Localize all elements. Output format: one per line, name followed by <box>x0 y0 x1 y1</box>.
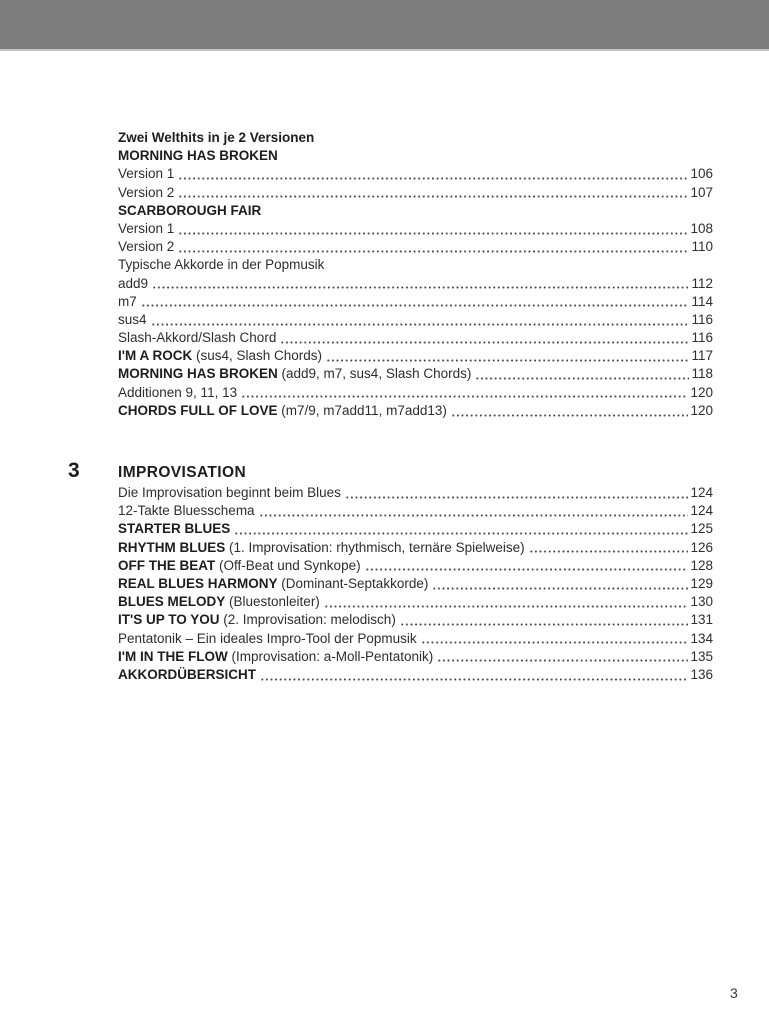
entry-title: Slash-Akkord/Slash Chord <box>118 330 277 346</box>
dotted-leader <box>324 605 689 608</box>
dotted-leader <box>421 641 689 644</box>
entry-detail: (2. Improvisation: melodisch) <box>219 612 396 628</box>
toc-section <box>118 129 713 420</box>
entry-page: 110 <box>691 239 713 255</box>
toc-entry <box>118 484 713 502</box>
dotted-leader <box>365 568 689 571</box>
entry-page: 120 <box>690 384 713 400</box>
entry-title: Pentatonik – Ein ideales Impro-Tool der Popmusik <box>118 630 417 646</box>
dotted-leader <box>432 587 688 590</box>
entry-detail: (Off-Beat und Synkope) <box>215 557 361 573</box>
chapter-heading <box>68 459 713 484</box>
entry-detail: (sus4, Slash Chords) <box>192 348 323 364</box>
entry-title: Die Improvisation beginnt beim Blues <box>118 485 341 500</box>
toc-entry <box>118 129 713 147</box>
toc-entry <box>118 539 713 557</box>
entry-title: CHORDS FULL OF LOVE <box>118 402 278 418</box>
entry-page: 134 <box>690 630 713 646</box>
toc-entry <box>118 293 713 311</box>
entry-title: Version 1 <box>118 220 175 236</box>
entry-title: Version 2 <box>118 239 175 255</box>
toc-entry <box>118 238 713 256</box>
entry-detail: (m7/9, m7add11, m7add13) <box>277 402 447 418</box>
header-bar <box>0 0 769 51</box>
dotted-leader <box>326 359 689 362</box>
entry-page: 124 <box>690 503 713 519</box>
entry-title: Version 2 <box>118 184 175 200</box>
entry-page: 116 <box>691 330 713 346</box>
entry-title: MORNING HAS BROKEN <box>118 366 278 382</box>
entry-detail: (Bluestonleiter) <box>225 594 320 610</box>
toc-entry <box>118 648 713 666</box>
entry-page: 130 <box>690 594 713 610</box>
entry-page: 125 <box>690 521 713 537</box>
toc-entry <box>118 384 713 402</box>
entry-page: 108 <box>690 220 713 236</box>
entry-page: 120 <box>690 402 713 418</box>
entry-title: SCARBOROUGH FAIR <box>118 202 262 218</box>
dotted-leader <box>178 250 689 253</box>
dotted-leader <box>529 550 689 553</box>
toc-entry <box>118 275 713 293</box>
toc-entry <box>118 575 713 593</box>
entry-title: STARTER BLUES <box>118 521 231 537</box>
toc-entry <box>118 311 713 329</box>
dotted-leader <box>437 659 688 662</box>
toc-entry <box>118 147 713 165</box>
entry-page: 112 <box>691 275 713 291</box>
dotted-leader <box>178 232 688 235</box>
dotted-leader <box>260 678 688 681</box>
entry-title: OFF THE BEAT <box>118 557 216 573</box>
entry-detail: (Improvisation: a-Moll-Pentatonik) <box>227 648 434 664</box>
entry-page: 136 <box>690 666 713 682</box>
dotted-leader <box>141 304 690 307</box>
toc-entry <box>118 611 713 629</box>
entry-page: 126 <box>690 539 713 555</box>
entry-page: 116 <box>691 311 713 327</box>
entry-title: REAL BLUES HARMONY <box>118 575 278 591</box>
entry-page: 117 <box>691 348 713 364</box>
toc-entry <box>118 220 713 238</box>
entry-page: 128 <box>690 557 713 573</box>
entry-title: AKKORDÜBERSICHT <box>118 666 256 682</box>
entry-title: MORNING HAS BROKEN <box>118 148 278 164</box>
dotted-leader <box>259 514 689 517</box>
entry-page: 118 <box>691 366 713 382</box>
entry-detail: (Dominant-Septakkorde) <box>277 575 429 591</box>
toc-content <box>68 129 713 684</box>
entry-title: Zwei Welthits in je 2 Versionen <box>118 130 315 145</box>
entry-title: Additionen 9, 11, 13 <box>118 384 238 400</box>
dotted-leader <box>280 341 689 344</box>
toc-entry <box>118 365 713 383</box>
entry-title: sus4 <box>118 311 147 327</box>
entry-title: Typische Akkorde in der Popmusik <box>118 257 325 273</box>
toc-entry <box>118 557 713 575</box>
entry-title: RHYTHM BLUES <box>118 539 226 555</box>
toc-entry <box>118 165 713 183</box>
dotted-leader <box>178 195 688 198</box>
dotted-leader <box>345 496 689 499</box>
dotted-leader <box>451 414 689 417</box>
page-number: 3 <box>730 985 738 1001</box>
entry-title: I'M A ROCK <box>118 348 193 364</box>
entry-detail: (1. Improvisation: rhythmisch, ternäre Spielweise) <box>225 539 525 555</box>
toc-entry <box>118 593 713 611</box>
dotted-leader <box>400 623 689 626</box>
dotted-leader <box>475 377 689 380</box>
dotted-leader <box>178 177 688 180</box>
toc-entry <box>118 256 713 274</box>
toc-entry <box>118 520 713 538</box>
dotted-leader <box>151 323 690 326</box>
entry-page: 107 <box>690 184 713 200</box>
entry-title: IT'S UP TO YOU <box>118 612 220 628</box>
toc-entry <box>118 666 713 684</box>
entry-title: 12-Takte Bluesschema <box>118 503 255 519</box>
entry-detail: (add9, m7, sus4, Slash Chords) <box>277 366 472 382</box>
entry-page: 135 <box>690 648 713 664</box>
dotted-leader <box>241 395 688 398</box>
entry-title: add9 <box>118 275 149 291</box>
chapter-title: IMPROVISATION <box>118 464 247 481</box>
entry-title: Version 1 <box>118 166 175 182</box>
toc-entry <box>118 402 713 420</box>
toc-entry <box>118 502 713 520</box>
toc-entry <box>118 184 713 202</box>
chapter-number: 3 <box>68 459 80 482</box>
entry-title: m7 <box>118 293 137 309</box>
entry-page: 124 <box>690 485 713 500</box>
entry-page: 131 <box>690 612 713 628</box>
entry-page: 114 <box>691 293 713 309</box>
entry-title: BLUES MELODY <box>118 594 226 610</box>
dotted-leader <box>234 532 688 535</box>
entry-page: 106 <box>690 166 713 182</box>
toc-entry <box>118 329 713 347</box>
toc-entry <box>118 347 713 365</box>
toc-entry <box>118 202 713 220</box>
toc-section <box>68 459 713 684</box>
entry-title: I'M IN THE FLOW <box>118 648 228 664</box>
entry-page: 129 <box>690 575 713 591</box>
toc-entry <box>118 630 713 648</box>
dotted-leader <box>152 286 689 289</box>
